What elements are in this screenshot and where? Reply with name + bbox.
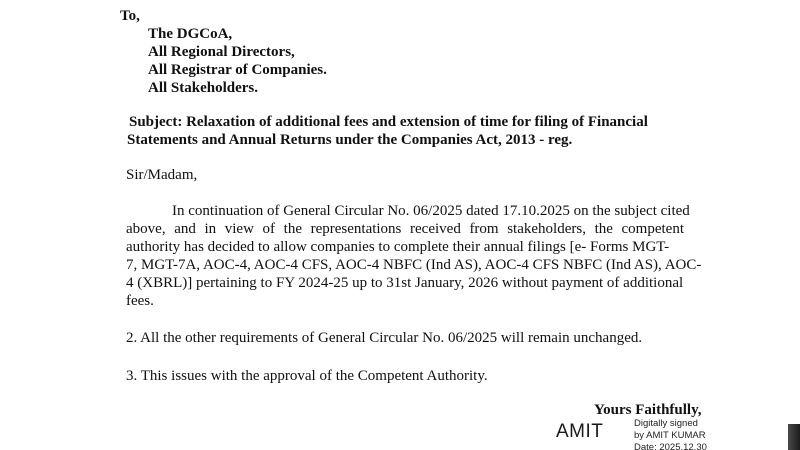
subject-line-1: Subject: Relaxation of additional fees and extension of time for filing of Financial xyxy=(129,114,648,130)
paragraph-1-line-3: authority has decided to allow companies to complete their annual filings [e- Forms MGT- xyxy=(126,239,670,255)
digital-signature-line-1: Digitally signed xyxy=(634,418,698,429)
digital-signature-block xyxy=(634,418,707,450)
recipient-dgcoa: The DGCoA, xyxy=(148,26,233,42)
digital-signature-line-3: Date: 2025.12.30 xyxy=(634,442,707,450)
recipient-registrar: All Registrar of Companies. xyxy=(148,62,327,78)
subject-line-2: Statements and Annual Returns under the Companies Act, 2013 - reg. xyxy=(127,132,573,148)
recipient-regional-directors: All Regional Directors, xyxy=(148,44,295,60)
page-edge-shadow xyxy=(788,424,800,450)
closing-yours-faithfully: Yours Faithfully, xyxy=(594,402,702,418)
signature-name: AMIT xyxy=(556,421,604,442)
paragraph-1-line-4: 7, MGT-7A, AOC-4, AOC-4 CFS, AOC-4 NBFC (Ind AS), AOC-4 CFS NBFC (Ind AS), AOC- xyxy=(126,257,702,273)
paragraph-1-line-6: fees. xyxy=(126,293,154,309)
paragraph-3: 3. This issues with the approval of the Competent Authority. xyxy=(126,368,488,384)
paragraph-2: 2. All the other requirements of General Circular No. 06/2025 will remain unchanged. xyxy=(126,330,643,346)
recipient-stakeholders: All Stakeholders. xyxy=(148,80,259,96)
salutation: Sir/Madam, xyxy=(126,167,198,183)
to-label: To, xyxy=(120,8,140,24)
digital-signature-line-2: by AMIT KUMAR xyxy=(634,430,706,441)
paragraph-1-line-1: In continuation of General Circular No. 06/2025 dated 17.10.2025 on the subject cited xyxy=(172,203,690,219)
paragraph-1-line-2: above, and in view of the representations received from stakeholders, the competent xyxy=(126,221,684,237)
paragraph-1-line-5: 4 (XBRL)] pertaining to FY 2024-25 up to 31st January, 2026 without payment of additional xyxy=(126,275,684,291)
